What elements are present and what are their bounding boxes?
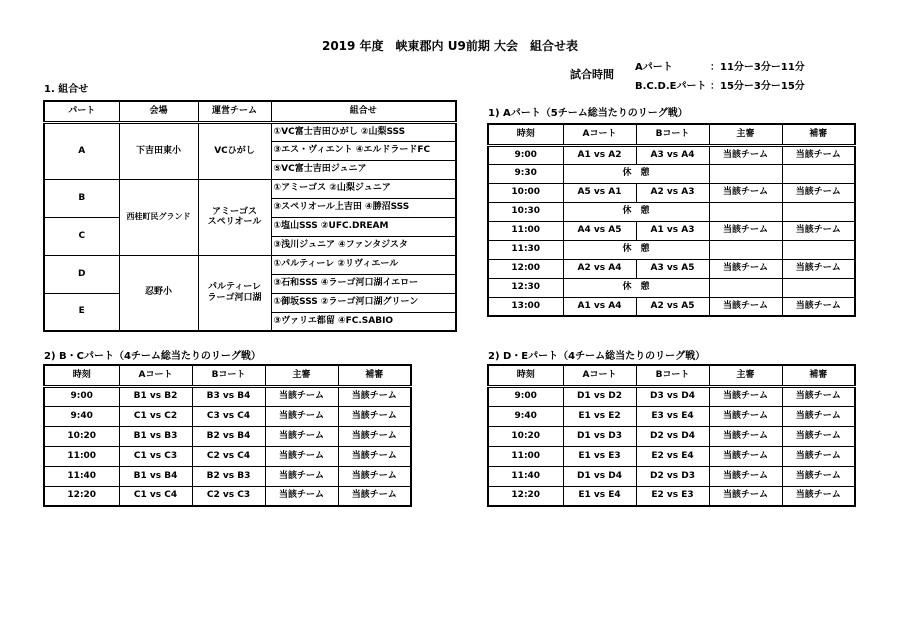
time-cell: 12:20 [488,486,563,506]
a-court-cell: E1 vs E2 [563,406,636,426]
referee-cell: 当該チーム [709,145,782,164]
a-court-cell: A4 vs A5 [563,221,636,240]
b-court-cell: C2 vs C4 [192,446,265,466]
time-cell: 9:30 [488,164,563,183]
referee-cell: 当該チーム [709,466,782,486]
combo-cell: ③浅川ジュニア ④ファンタジスタ [271,236,456,255]
match-time-bcde: ：15分ー3分ー15分 [710,81,805,92]
venue-cell: 下吉田東小 [119,122,198,179]
match-time-part-bcde: B.C.D.Eパート [635,81,707,92]
header-b-court: Bコート [636,124,709,145]
combo-cell: ①VC富士吉田ひがし ②山梨SSS [271,122,456,141]
b-court-cell: A2 vs A3 [636,183,709,202]
b-court-cell: B2 vs B3 [192,466,265,486]
header-a-court: Aコート [563,124,636,145]
referee-cell: 当該チーム [709,221,782,240]
time-cell: 11:00 [488,446,563,466]
b-court-cell: B2 vs B4 [192,426,265,446]
sub-referee-cell: 当該チーム [782,297,855,316]
a-court-cell: C1 vs C3 [119,446,192,466]
referee-cell: 当該チーム [265,486,338,506]
table-row [488,164,855,183]
b-court-cell: D2 vs D3 [636,466,709,486]
combo-cell: ③スペリオール上吉田 ④勝沼SSS [271,198,456,217]
match-time-a: ：11分ー3分ー11分 [710,62,805,73]
a-court-cell: D1 vs D3 [563,426,636,446]
table-row [488,221,855,240]
a-court-cell: B1 vs B2 [119,386,192,406]
table-row [44,446,411,466]
b-court-cell: C3 vs C4 [192,406,265,426]
schedule-bc-label: 2) B・Cパート（4チーム総当たりのリーグ戦） [44,351,261,362]
part-cell: D [44,255,119,293]
referee-cell: 当該チーム [265,466,338,486]
table-row [488,386,855,406]
header-time: 時刻 [488,365,563,386]
part-cell: E [44,293,119,331]
empty-cell [782,278,855,297]
rest-cell: 休 憩 [563,240,709,259]
combo-cell: ①御坂SSS ②ラーゴ河口湖グリーン [271,293,456,312]
schedule-a-label: 1) Aパート（5チーム総当たりのリーグ戦） [488,108,688,119]
a-court-cell: C1 vs C4 [119,486,192,506]
empty-cell [709,240,782,259]
empty-cell [709,164,782,183]
header-a-court: Aコート [563,365,636,386]
operator-cell: VCひがし [198,122,271,179]
empty-cell [782,240,855,259]
header-sub-referee: 補審 [782,365,855,386]
sub-referee-cell: 当該チーム [782,446,855,466]
sub-referee-cell: 当該チーム [782,221,855,240]
venue-cell: 忍野小 [119,255,198,331]
time-cell: 11:30 [488,240,563,259]
part-cell: A [44,122,119,179]
b-court-cell: E3 vs E4 [636,406,709,426]
sub-referee-cell: 当該チーム [338,406,411,426]
empty-cell [782,202,855,221]
part-cell: B [44,179,119,217]
schedule-a-table [487,123,856,317]
table-row [44,466,411,486]
time-cell: 12:00 [488,259,563,278]
sub-referee-cell: 当該チーム [782,259,855,278]
section1-label: 1. 組合せ [44,84,89,95]
header-b-court: Bコート [636,365,709,386]
time-cell: 10:30 [488,202,563,221]
operator-cell: パルティーレ ラーゴ河口湖 [198,255,271,331]
rest-cell: 休 憩 [563,278,709,297]
referee-cell: 当該チーム [265,386,338,406]
referee-cell: 当該チーム [265,406,338,426]
referee-cell: 当該チーム [265,426,338,446]
table-row [44,486,411,506]
sub-referee-cell: 当該チーム [782,386,855,406]
time-cell: 9:40 [44,406,119,426]
header-sub-referee: 補審 [782,124,855,145]
table-header-row [44,101,456,122]
header-time: 時刻 [488,124,563,145]
a-court-cell: E1 vs E4 [563,486,636,506]
referee-cell: 当該チーム [709,426,782,446]
time-cell: 12:20 [44,486,119,506]
combo-cell: ①パルティーレ ②リヴィエール [271,255,456,274]
time-cell: 9:00 [488,386,563,406]
table-row [488,466,855,486]
sub-referee-cell: 当該チーム [782,183,855,202]
time-cell: 13:00 [488,297,563,316]
table-row [44,122,456,141]
table-row [488,297,855,316]
sub-referee-cell: 当該チーム [782,486,855,506]
sub-referee-cell: 当該チーム [782,426,855,446]
table-row [488,202,855,221]
empty-cell [709,202,782,221]
part-cell: C [44,217,119,255]
header-referee: 主審 [709,365,782,386]
table-row [488,426,855,446]
b-court-cell: E2 vs E3 [636,486,709,506]
operator-cell: アミーゴス スペリオール [198,179,271,255]
a-court-cell: B1 vs B4 [119,466,192,486]
time-cell: 11:00 [44,446,119,466]
header-referee: 主審 [709,124,782,145]
time-cell: 10:20 [44,426,119,446]
time-cell: 9:00 [488,145,563,164]
referee-cell: 当該チーム [709,297,782,316]
sub-referee-cell: 当該チーム [338,486,411,506]
table-row [488,278,855,297]
referee-cell: 当該チーム [265,446,338,466]
page-title: 2019 年度 峡東郡内 U9前期 大会 組合せ表 [321,39,579,53]
time-cell: 9:40 [488,406,563,426]
a-court-cell: A1 vs A2 [563,145,636,164]
referee-cell: 当該チーム [709,486,782,506]
combo-cell: ③ヴァリエ都留 ④FC.SABIO [271,312,456,331]
b-court-cell: A2 vs A5 [636,297,709,316]
header-part: パート [44,101,119,122]
a-court-cell: B1 vs B3 [119,426,192,446]
a-court-cell: E1 vs E3 [563,446,636,466]
table-header-row [488,365,855,386]
sub-referee-cell: 当該チーム [782,406,855,426]
referee-cell: 当該チーム [709,259,782,278]
b-court-cell: A1 vs A3 [636,221,709,240]
table-header-row [44,365,411,386]
a-court-cell: A1 vs A4 [563,297,636,316]
sub-referee-cell: 当該チーム [338,386,411,406]
b-court-cell: D2 vs D4 [636,426,709,446]
header-combo: 組合せ [271,101,456,122]
referee-cell: 当該チーム [709,446,782,466]
table-row [488,259,855,278]
table-row [44,255,456,274]
referee-cell: 当該チーム [709,386,782,406]
schedule-de-label: 2) D・Eパート（4チーム総当たりのリーグ戦） [488,351,706,362]
table-row [44,179,456,198]
sub-referee-cell: 当該チーム [338,426,411,446]
header-referee: 主審 [265,365,338,386]
time-cell: 11:40 [488,466,563,486]
combo-cell: ①アミーゴス ②山梨ジュニア [271,179,456,198]
header-b-court: Bコート [192,365,265,386]
time-cell: 11:00 [488,221,563,240]
sub-referee-cell: 当該チーム [782,466,855,486]
table-row [488,240,855,259]
table-row [44,386,411,406]
schedule-de-table [487,364,856,507]
combo-cell: ③エス・ヴィエント ④エルドラードFC [271,141,456,160]
b-court-cell: B3 vs B4 [192,386,265,406]
sub-referee-cell: 当該チーム [338,466,411,486]
header-a-court: Aコート [119,365,192,386]
table-row [44,426,411,446]
venue-cell: 西桂町民グランド [119,179,198,255]
header-operator: 運営チーム [198,101,271,122]
b-court-cell: D3 vs D4 [636,386,709,406]
b-court-cell: C2 vs C3 [192,486,265,506]
empty-cell [782,164,855,183]
combo-cell: ③石和SSS ④ラーゴ河口湖イエロー [271,274,456,293]
a-court-cell: D1 vs D2 [563,386,636,406]
schedule-bc-table [43,364,412,507]
header-venue: 会場 [119,101,198,122]
combination-table [43,100,457,332]
b-court-cell: A3 vs A4 [636,145,709,164]
header-sub-referee: 補審 [338,365,411,386]
table-row [488,486,855,506]
table-row [44,406,411,426]
combo-cell: ①塩山SSS ②UFC.DREAM [271,217,456,236]
time-cell: 10:00 [488,183,563,202]
referee-cell: 当該チーム [709,406,782,426]
a-court-cell: C1 vs C2 [119,406,192,426]
sub-referee-cell: 当該チーム [338,446,411,466]
table-row [488,145,855,164]
empty-cell [709,278,782,297]
time-cell: 9:00 [44,386,119,406]
a-court-cell: A5 vs A1 [563,183,636,202]
a-court-cell: D1 vs D4 [563,466,636,486]
table-row [488,446,855,466]
match-time-part-a: Aパート [635,62,673,73]
rest-cell: 休 憩 [563,202,709,221]
time-cell: 11:40 [44,466,119,486]
time-cell: 10:20 [488,426,563,446]
header-time: 時刻 [44,365,119,386]
sub-referee-cell: 当該チーム [782,145,855,164]
table-header-row [488,124,855,145]
combo-cell: ⑤VC富士吉田ジュニア [271,160,456,179]
b-court-cell: A3 vs A5 [636,259,709,278]
table-row [488,406,855,426]
b-court-cell: E2 vs E4 [636,446,709,466]
a-court-cell: A2 vs A4 [563,259,636,278]
rest-cell: 休 憩 [563,164,709,183]
table-row [488,183,855,202]
time-cell: 12:30 [488,278,563,297]
referee-cell: 当該チーム [709,183,782,202]
match-time-label: 試合時間 [570,68,614,81]
